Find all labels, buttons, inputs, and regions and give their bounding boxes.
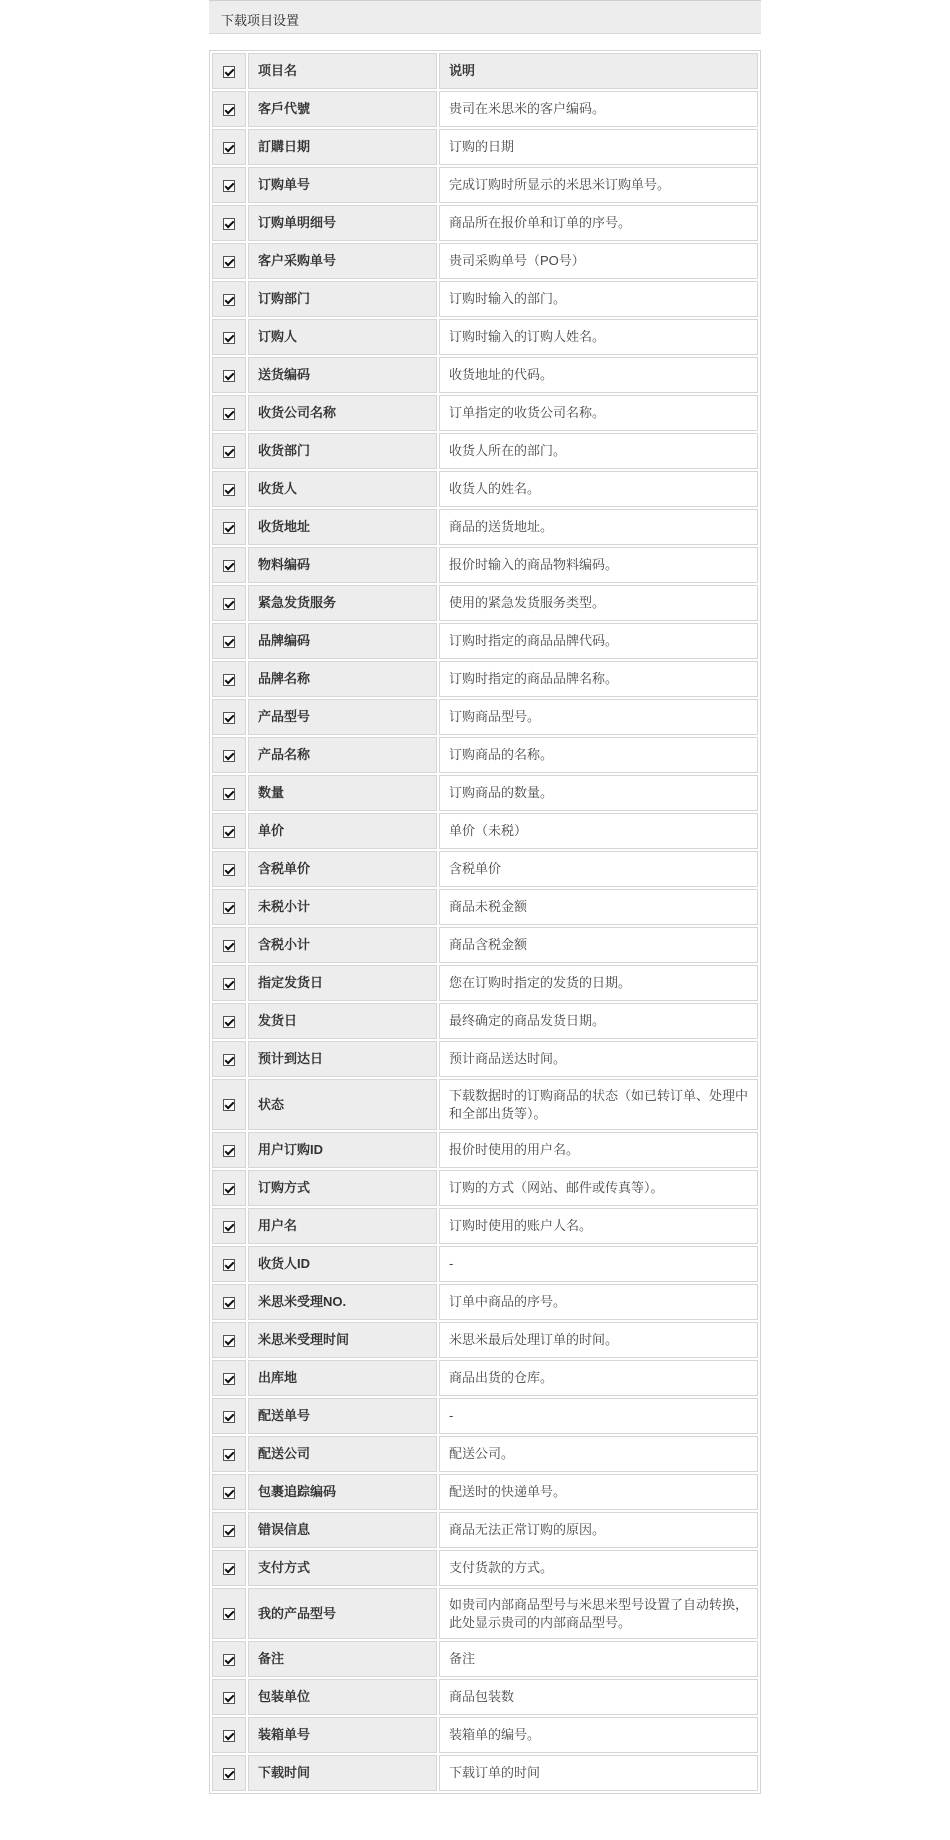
item-name: 支付方式 bbox=[248, 1550, 437, 1586]
item-name: 配送单号 bbox=[248, 1398, 437, 1434]
row-checkbox[interactable] bbox=[223, 788, 235, 800]
item-description: 报价时使用的用户名。 bbox=[439, 1132, 758, 1168]
row-checkbox[interactable] bbox=[223, 1768, 235, 1780]
row-checkbox[interactable] bbox=[223, 484, 235, 496]
item-description: 商品含税金额 bbox=[439, 927, 758, 963]
row-checkbox[interactable] bbox=[223, 332, 235, 344]
item-description: 装箱单的编号。 bbox=[439, 1717, 758, 1753]
table-row bbox=[212, 471, 758, 507]
item-name: 收货人 bbox=[248, 471, 437, 507]
row-checkbox[interactable] bbox=[223, 1054, 235, 1066]
table-row bbox=[212, 129, 758, 165]
table-row bbox=[212, 1679, 758, 1715]
row-checkbox[interactable] bbox=[223, 674, 235, 686]
row-checkbox[interactable] bbox=[223, 1259, 235, 1271]
row-checkbox-cell bbox=[212, 433, 246, 469]
table-row bbox=[212, 1512, 758, 1548]
item-description: 订购时使用的账户人名。 bbox=[439, 1208, 758, 1244]
table-row bbox=[212, 547, 758, 583]
table-row bbox=[212, 699, 758, 735]
row-checkbox[interactable] bbox=[223, 446, 235, 458]
row-checkbox[interactable] bbox=[223, 1145, 235, 1157]
item-name: 下载时间 bbox=[248, 1755, 437, 1791]
row-checkbox-cell bbox=[212, 585, 246, 621]
table-row bbox=[212, 319, 758, 355]
row-checkbox-cell bbox=[212, 1132, 246, 1168]
row-checkbox[interactable] bbox=[223, 1221, 235, 1233]
row-checkbox-cell bbox=[212, 1436, 246, 1472]
row-checkbox-cell bbox=[212, 471, 246, 507]
item-description: 商品出货的仓库。 bbox=[439, 1360, 758, 1396]
table-row bbox=[212, 623, 758, 659]
item-name: 送货编码 bbox=[248, 357, 437, 393]
row-checkbox-cell bbox=[212, 1170, 246, 1206]
table-row bbox=[212, 661, 758, 697]
item-description: 订购时输入的订购人姓名。 bbox=[439, 319, 758, 355]
row-checkbox-cell bbox=[212, 889, 246, 925]
row-checkbox-cell bbox=[212, 1588, 246, 1639]
item-description: 商品的送货地址。 bbox=[439, 509, 758, 545]
item-description: 商品包装数 bbox=[439, 1679, 758, 1715]
item-name: 包装单位 bbox=[248, 1679, 437, 1715]
item-name: 订购单明细号 bbox=[248, 205, 437, 241]
item-description: 贵司采购单号（PO号） bbox=[439, 243, 758, 279]
row-checkbox-cell bbox=[212, 509, 246, 545]
item-description: 支付货款的方式。 bbox=[439, 1550, 758, 1586]
row-checkbox[interactable] bbox=[223, 712, 235, 724]
table-row bbox=[212, 1003, 758, 1039]
table-row bbox=[212, 1170, 758, 1206]
item-name: 米思米受理NO. bbox=[248, 1284, 437, 1320]
row-checkbox[interactable] bbox=[223, 598, 235, 610]
table-row bbox=[212, 167, 758, 203]
item-name: 收货部门 bbox=[248, 433, 437, 469]
table-row bbox=[212, 1717, 758, 1753]
row-checkbox-cell bbox=[212, 91, 246, 127]
item-description: - bbox=[439, 1398, 758, 1434]
row-checkbox[interactable] bbox=[223, 104, 235, 116]
row-checkbox-cell bbox=[212, 1360, 246, 1396]
item-name: 客户采购单号 bbox=[248, 243, 437, 279]
item-name: 物料编码 bbox=[248, 547, 437, 583]
item-description: 下载订单的时间 bbox=[439, 1755, 758, 1791]
download-settings-panel bbox=[209, 0, 761, 1794]
item-description: 单价（未税） bbox=[439, 813, 758, 849]
item-description: 订单中商品的序号。 bbox=[439, 1284, 758, 1320]
row-checkbox[interactable] bbox=[223, 218, 235, 230]
table-row bbox=[212, 851, 758, 887]
table-row bbox=[212, 1398, 758, 1434]
item-description: 订购时指定的商品品牌代码。 bbox=[439, 623, 758, 659]
row-checkbox-cell bbox=[212, 775, 246, 811]
row-checkbox-cell bbox=[212, 1284, 246, 1320]
row-checkbox-cell bbox=[212, 1679, 246, 1715]
row-checkbox[interactable] bbox=[223, 750, 235, 762]
table-row bbox=[212, 1079, 758, 1130]
row-checkbox-cell bbox=[212, 1003, 246, 1039]
item-name: 配送公司 bbox=[248, 1436, 437, 1472]
row-checkbox[interactable] bbox=[223, 408, 235, 420]
item-description: 报价时输入的商品物料编码。 bbox=[439, 547, 758, 583]
item-description: 配送时的快递单号。 bbox=[439, 1474, 758, 1510]
item-name: 收货人ID bbox=[248, 1246, 437, 1282]
row-checkbox[interactable] bbox=[223, 1297, 235, 1309]
item-name: 预计到达日 bbox=[248, 1041, 437, 1077]
row-checkbox[interactable] bbox=[223, 636, 235, 648]
item-name: 订购部门 bbox=[248, 281, 437, 317]
table-row bbox=[212, 1208, 758, 1244]
row-checkbox-cell bbox=[212, 1398, 246, 1434]
table-header-row bbox=[212, 53, 758, 89]
item-name: 装箱单号 bbox=[248, 1717, 437, 1753]
table-row bbox=[212, 585, 758, 621]
table-row bbox=[212, 281, 758, 317]
item-name: 备注 bbox=[248, 1641, 437, 1677]
row-checkbox-cell bbox=[212, 699, 246, 735]
row-checkbox-cell bbox=[212, 1550, 246, 1586]
row-checkbox[interactable] bbox=[223, 1335, 235, 1347]
row-checkbox-cell bbox=[212, 395, 246, 431]
table-row bbox=[212, 1246, 758, 1282]
item-description: 配送公司。 bbox=[439, 1436, 758, 1472]
table-row bbox=[212, 1132, 758, 1168]
item-description: 订购的方式（网站、邮件或传真等）。 bbox=[439, 1170, 758, 1206]
row-checkbox[interactable] bbox=[223, 1411, 235, 1423]
item-name: 訂購日期 bbox=[248, 129, 437, 165]
item-description: 最终确定的商品发货日期。 bbox=[439, 1003, 758, 1039]
item-name: 订购方式 bbox=[248, 1170, 437, 1206]
row-checkbox-cell bbox=[212, 167, 246, 203]
table-row bbox=[212, 1755, 758, 1791]
table-row bbox=[212, 1588, 758, 1639]
row-checkbox[interactable] bbox=[223, 560, 235, 572]
row-checkbox[interactable] bbox=[223, 1449, 235, 1461]
row-checkbox-cell bbox=[212, 1755, 246, 1791]
table-row bbox=[212, 433, 758, 469]
item-description: 收货地址的代码。 bbox=[439, 357, 758, 393]
header-description: 说明 bbox=[439, 53, 758, 89]
table-row bbox=[212, 737, 758, 773]
item-description: 订购时指定的商品品牌名称。 bbox=[439, 661, 758, 697]
download-items-table bbox=[209, 50, 761, 1794]
row-checkbox-cell bbox=[212, 661, 246, 697]
item-description: 下载数据时的订购商品的状态（如已转订单、处理中和全部出货等）。 bbox=[439, 1079, 758, 1130]
item-name: 含税小计 bbox=[248, 927, 437, 963]
table-row bbox=[212, 1322, 758, 1358]
item-description: 如贵司内部商品型号与米思米型号设置了自动转换，此处显示贵司的内部商品型号。 bbox=[439, 1588, 758, 1639]
row-checkbox[interactable] bbox=[223, 864, 235, 876]
item-description: 使用的紧急发货服务类型。 bbox=[439, 585, 758, 621]
item-name: 收货地址 bbox=[248, 509, 437, 545]
item-description: 商品未税金额 bbox=[439, 889, 758, 925]
item-description: 订购时输入的部门。 bbox=[439, 281, 758, 317]
table-row bbox=[212, 965, 758, 1001]
item-name: 指定发货日 bbox=[248, 965, 437, 1001]
panel-title: 下载项目设置 bbox=[209, 0, 761, 34]
table-row bbox=[212, 91, 758, 127]
item-name: 紧急发货服务 bbox=[248, 585, 437, 621]
row-checkbox[interactable] bbox=[223, 1730, 235, 1742]
select-all-checkbox[interactable] bbox=[223, 66, 235, 78]
item-name: 米思米受理时间 bbox=[248, 1322, 437, 1358]
item-description: 含税单价 bbox=[439, 851, 758, 887]
row-checkbox-cell bbox=[212, 1079, 246, 1130]
row-checkbox-cell bbox=[212, 281, 246, 317]
item-name: 错误信息 bbox=[248, 1512, 437, 1548]
item-name: 出库地 bbox=[248, 1360, 437, 1396]
item-name: 含税单价 bbox=[248, 851, 437, 887]
table-row bbox=[212, 775, 758, 811]
item-description: 收货人所在的部门。 bbox=[439, 433, 758, 469]
table-row bbox=[212, 813, 758, 849]
item-name: 未税小计 bbox=[248, 889, 437, 925]
row-checkbox-cell bbox=[212, 1208, 246, 1244]
row-checkbox[interactable] bbox=[223, 978, 235, 990]
table-row bbox=[212, 1474, 758, 1510]
row-checkbox-cell bbox=[212, 205, 246, 241]
item-name: 订购人 bbox=[248, 319, 437, 355]
row-checkbox[interactable] bbox=[223, 1654, 235, 1666]
row-checkbox-cell bbox=[212, 1474, 246, 1510]
item-description: 米思米最后处理订单的时间。 bbox=[439, 1322, 758, 1358]
item-description: 商品无法正常订购的原因。 bbox=[439, 1512, 758, 1548]
item-description: 订购商品的名称。 bbox=[439, 737, 758, 773]
item-name: 状态 bbox=[248, 1079, 437, 1130]
table-row bbox=[212, 1436, 758, 1472]
row-checkbox[interactable] bbox=[223, 940, 235, 952]
table-row bbox=[212, 927, 758, 963]
item-name: 我的产品型号 bbox=[248, 1588, 437, 1639]
item-name: 品牌编码 bbox=[248, 623, 437, 659]
table-row bbox=[212, 243, 758, 279]
item-description: 备注 bbox=[439, 1641, 758, 1677]
item-name: 收货公司名称 bbox=[248, 395, 437, 431]
table-row bbox=[212, 1284, 758, 1320]
item-name: 产品型号 bbox=[248, 699, 437, 735]
row-checkbox-cell bbox=[212, 965, 246, 1001]
item-description: 订购商品型号。 bbox=[439, 699, 758, 735]
item-name: 包裹追踪编码 bbox=[248, 1474, 437, 1510]
table-row bbox=[212, 1041, 758, 1077]
row-checkbox-cell bbox=[212, 243, 246, 279]
row-checkbox-cell bbox=[212, 1041, 246, 1077]
row-checkbox[interactable] bbox=[223, 902, 235, 914]
row-checkbox[interactable] bbox=[223, 294, 235, 306]
item-description: 订购的日期 bbox=[439, 129, 758, 165]
row-checkbox[interactable] bbox=[223, 1487, 235, 1499]
table-row bbox=[212, 395, 758, 431]
table-row bbox=[212, 1641, 758, 1677]
table-row bbox=[212, 357, 758, 393]
item-description: 预计商品送达时间。 bbox=[439, 1041, 758, 1077]
table-row bbox=[212, 1360, 758, 1396]
select-all-cell bbox=[212, 53, 246, 89]
row-checkbox[interactable] bbox=[223, 826, 235, 838]
item-name: 订购单号 bbox=[248, 167, 437, 203]
item-name: 单价 bbox=[248, 813, 437, 849]
item-name: 用户订购ID bbox=[248, 1132, 437, 1168]
row-checkbox[interactable] bbox=[223, 522, 235, 534]
row-checkbox[interactable] bbox=[223, 142, 235, 154]
row-checkbox[interactable] bbox=[223, 1373, 235, 1385]
item-description: 您在订购时指定的发货的日期。 bbox=[439, 965, 758, 1001]
row-checkbox[interactable] bbox=[223, 370, 235, 382]
item-description: 订单指定的收货公司名称。 bbox=[439, 395, 758, 431]
row-checkbox-cell bbox=[212, 813, 246, 849]
row-checkbox[interactable] bbox=[223, 1692, 235, 1704]
row-checkbox[interactable] bbox=[223, 1183, 235, 1195]
row-checkbox-cell bbox=[212, 927, 246, 963]
row-checkbox-cell bbox=[212, 1717, 246, 1753]
row-checkbox[interactable] bbox=[223, 256, 235, 268]
row-checkbox-cell bbox=[212, 357, 246, 393]
row-checkbox[interactable] bbox=[223, 1608, 235, 1620]
item-description: 订购商品的数量。 bbox=[439, 775, 758, 811]
table-row bbox=[212, 1550, 758, 1586]
row-checkbox-cell bbox=[212, 129, 246, 165]
table-row bbox=[212, 509, 758, 545]
row-checkbox-cell bbox=[212, 737, 246, 773]
item-description: - bbox=[439, 1246, 758, 1282]
table-row bbox=[212, 889, 758, 925]
item-name: 产品名称 bbox=[248, 737, 437, 773]
row-checkbox-cell bbox=[212, 547, 246, 583]
row-checkbox[interactable] bbox=[223, 180, 235, 192]
row-checkbox[interactable] bbox=[223, 1099, 235, 1111]
item-description: 完成订购时所显示的米思米订购单号。 bbox=[439, 167, 758, 203]
table-row bbox=[212, 205, 758, 241]
row-checkbox-cell bbox=[212, 319, 246, 355]
header-item-name: 项目名 bbox=[248, 53, 437, 89]
item-name: 发货日 bbox=[248, 1003, 437, 1039]
row-checkbox-cell bbox=[212, 1512, 246, 1548]
row-checkbox-cell bbox=[212, 1641, 246, 1677]
row-checkbox-cell bbox=[212, 1322, 246, 1358]
item-description: 收货人的姓名。 bbox=[439, 471, 758, 507]
item-name: 客戶代號 bbox=[248, 91, 437, 127]
row-checkbox-cell bbox=[212, 851, 246, 887]
row-checkbox[interactable] bbox=[223, 1525, 235, 1537]
row-checkbox[interactable] bbox=[223, 1563, 235, 1575]
item-name: 数量 bbox=[248, 775, 437, 811]
item-name: 用户名 bbox=[248, 1208, 437, 1244]
row-checkbox-cell bbox=[212, 623, 246, 659]
item-description: 贵司在米思米的客户编码。 bbox=[439, 91, 758, 127]
row-checkbox-cell bbox=[212, 1246, 246, 1282]
row-checkbox[interactable] bbox=[223, 1016, 235, 1028]
item-description: 商品所在报价单和订单的序号。 bbox=[439, 205, 758, 241]
item-name: 品牌名称 bbox=[248, 661, 437, 697]
